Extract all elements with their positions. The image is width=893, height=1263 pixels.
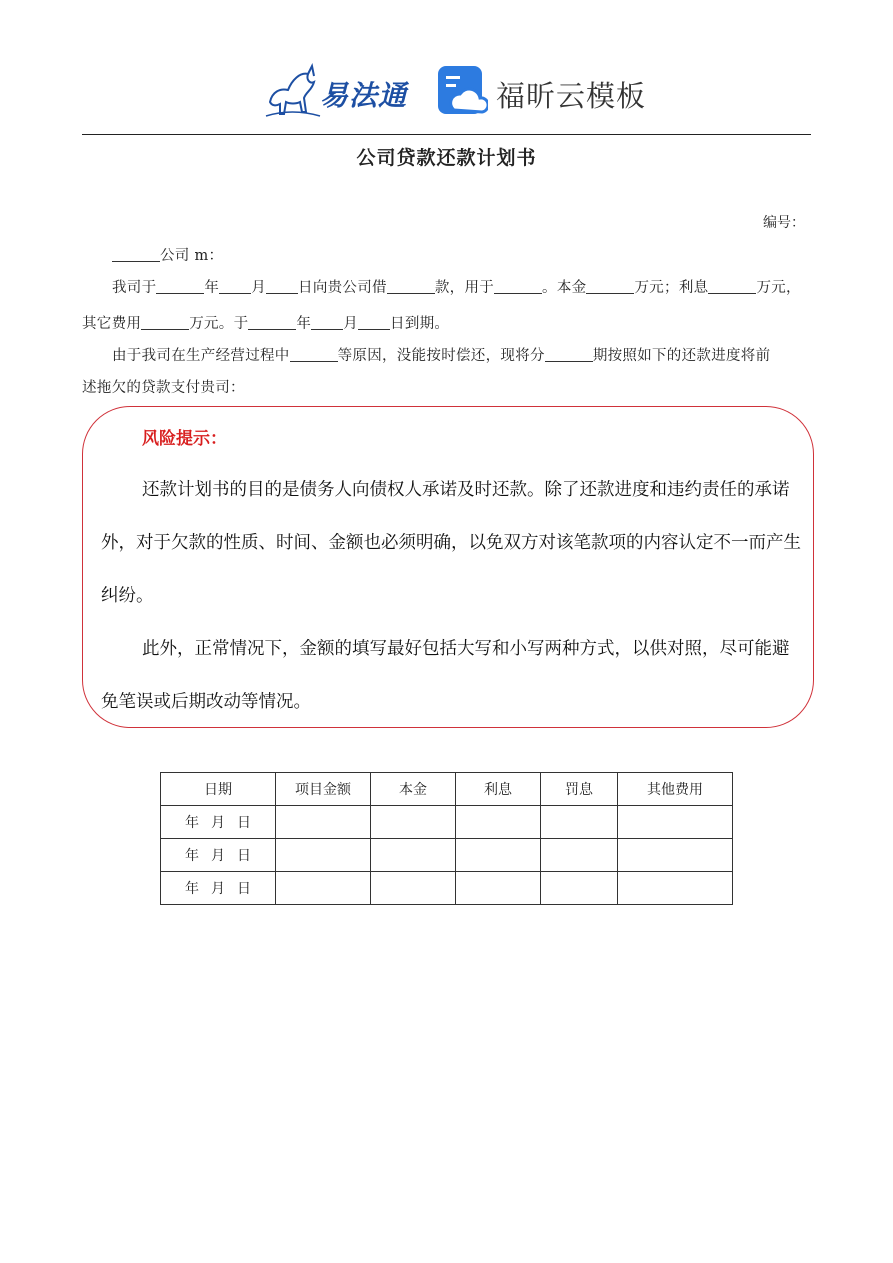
table-row <box>161 806 733 839</box>
risk-line: 纠纷。 <box>101 586 154 606</box>
blank <box>290 347 338 362</box>
risk-notice-title: 风险提示： <box>142 429 227 449</box>
repayment-schedule-table <box>160 772 733 905</box>
date-cell[interactable]: 年 月 日 <box>161 839 276 872</box>
blank <box>586 279 634 294</box>
blank <box>156 279 204 294</box>
header-divider <box>82 134 811 135</box>
date-cell[interactable]: 年 月 日 <box>161 872 276 905</box>
risk-line: 外，对于欠款的性质、时间、金额也必须明确，以免双方对该笔款项的内容认定不一而产生 <box>101 533 801 553</box>
addressee-line <box>82 244 852 265</box>
other-fees-cell[interactable] <box>618 806 733 839</box>
blank <box>358 315 390 330</box>
blank <box>387 279 435 294</box>
blank <box>545 347 593 362</box>
blank <box>266 279 298 294</box>
header-penalty: 罚息 <box>541 773 618 806</box>
blank <box>219 279 251 294</box>
addressee-text: 公司 m： <box>160 248 224 264</box>
risk-line: 还款计划书的目的是债务人向债权人承诺及时还款。除了还款进度和违约责任的承诺 <box>142 480 790 500</box>
principal-cell[interactable] <box>371 839 456 872</box>
fuxin-brand-text: 福昕云模板 <box>496 79 647 113</box>
interest-cell[interactable] <box>456 806 541 839</box>
other-fees-cell[interactable] <box>618 872 733 905</box>
interest-cell[interactable] <box>456 872 541 905</box>
interest-cell[interactable] <box>456 839 541 872</box>
paragraph-2-cont: 述拖欠的贷款支付贵司： <box>82 380 245 396</box>
paragraph-2: 由于我司在生产经营过程中 等原因，没能按时偿还，现将分 期按照如下的还款进度将前 <box>112 348 771 364</box>
date-cell[interactable]: 年 月 日 <box>161 806 276 839</box>
yifatong-brand-text: 易法通 <box>320 79 408 112</box>
serial-number-label: 编号： <box>763 215 805 231</box>
header-principal: 本金 <box>371 773 456 806</box>
header <box>0 58 893 124</box>
cloud-doc-icon <box>436 64 488 118</box>
risk-notice-box <box>82 406 814 728</box>
blank <box>708 279 756 294</box>
header-date: 日期 <box>161 773 276 806</box>
paragraph-1: 我司于 年 月 日向贵公司借 款，用于 。本金 万元；利息 万元， <box>112 280 801 296</box>
risk-line: 免笔误或后期改动等情况。 <box>101 692 311 712</box>
table-row <box>161 872 733 905</box>
header-other-fees: 其他费用 <box>618 773 733 806</box>
amount-cell[interactable] <box>276 806 371 839</box>
blank <box>141 315 189 330</box>
amount-cell[interactable] <box>276 872 371 905</box>
document-title: 公司贷款还款计划书 <box>356 147 537 169</box>
blank <box>494 279 542 294</box>
penalty-cell[interactable] <box>541 872 618 905</box>
paragraph-1-cont: 其它费用 万元。于 年 月 日到期。 <box>82 316 450 332</box>
table-header-row <box>161 773 733 806</box>
blank <box>248 315 296 330</box>
risk-line: 此外，正常情况下，金额的填写最好包括大写和小写两种方式，以供对照，尽可能避 <box>142 639 790 659</box>
other-fees-cell[interactable] <box>618 839 733 872</box>
amount-cell[interactable] <box>276 839 371 872</box>
blank-company <box>112 247 160 262</box>
penalty-cell[interactable] <box>541 806 618 839</box>
blank <box>311 315 343 330</box>
table-row <box>161 839 733 872</box>
header-amount: 项目金额 <box>276 773 371 806</box>
header-interest: 利息 <box>456 773 541 806</box>
penalty-cell[interactable] <box>541 839 618 872</box>
principal-cell[interactable] <box>371 806 456 839</box>
principal-cell[interactable] <box>371 872 456 905</box>
yifatong-logo <box>262 62 412 120</box>
horse-icon <box>262 62 322 120</box>
